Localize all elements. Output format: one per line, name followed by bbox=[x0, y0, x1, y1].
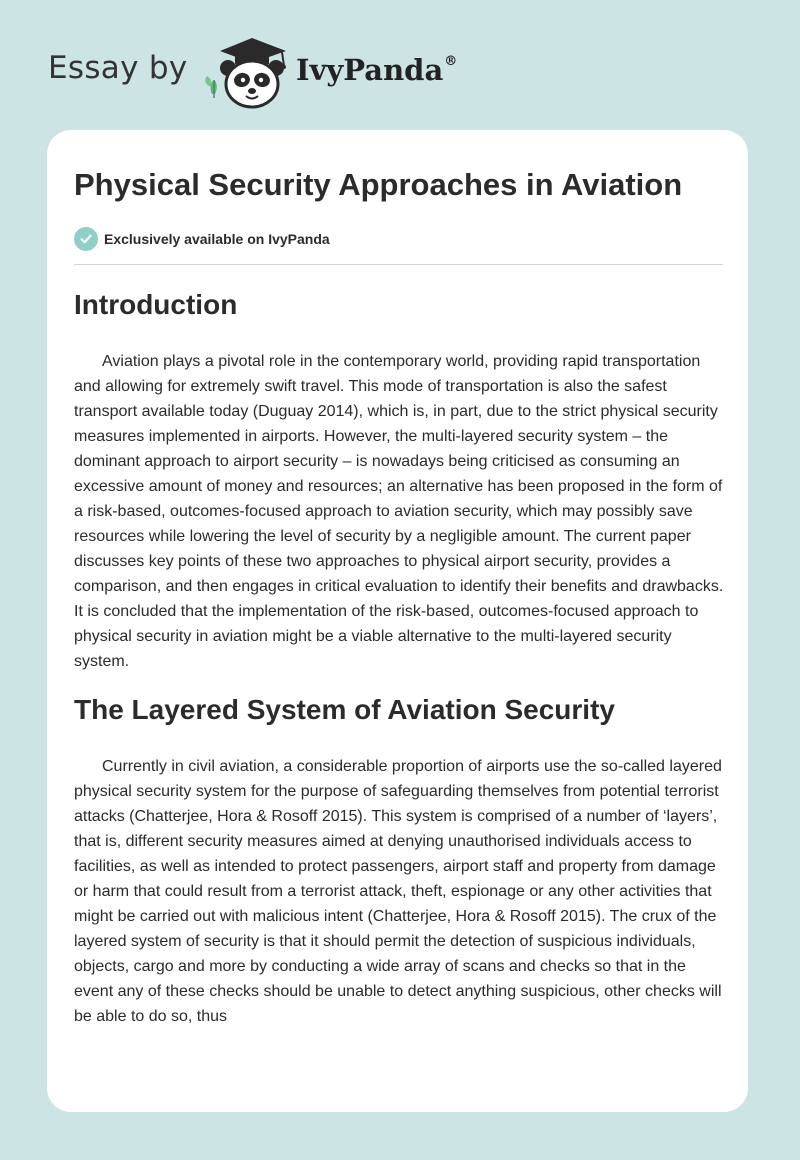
divider bbox=[74, 264, 723, 265]
ivypanda-wordmark[interactable] bbox=[296, 53, 457, 87]
site-header bbox=[0, 0, 800, 130]
section-heading-layered-system: The Layered System of Aviation Security bbox=[74, 694, 615, 725]
essay-card bbox=[47, 130, 748, 1112]
essay-by-label: Essay by bbox=[48, 50, 188, 86]
registered-mark: ® bbox=[444, 54, 458, 70]
section-heading-introduction: Introduction bbox=[74, 289, 238, 320]
essay-title: Physical Security Approaches in Aviation bbox=[74, 167, 683, 202]
exclusive-notice bbox=[74, 226, 724, 252]
brand-name: IvyPanda bbox=[296, 53, 444, 87]
paragraph-layered-system: Currently in civil aviation, a considerable proportion of airports use the so-called layered physical security system for the purpose of safeguarding themselves from potential terrorist attacks (Chatterjee, Hora & Rosoff 2015). This system is comprised of a number of ‘layers’, that is, different security measures aimed at denying unauthorised individuals access to facilities, as well as intended to protect passengers, airport staff and property from damage or harm that could result from a terrorist attack, theft, espionage or any other activities that might be carried out with malicious intent (Chatterjee, Hora & Rosoff 2015). The crux of the layered system of security is that it should permit the detection of suspicious individuals, objects, cargo and more by conducting a wide array of scans and checks so that in the event any of these checks should be unable to detect anything suspicious, other checks will be able to do so, thus bbox=[74, 758, 722, 1025]
essay-content bbox=[74, 164, 724, 1029]
panda-logo-icon[interactable] bbox=[200, 34, 292, 110]
paragraph-introduction: Aviation plays a pivotal role in the contemporary world, providing rapid transportation and allowing for extremely swift travel. This mode of transportation is also the safest transport available today (Duguay 2014), which is, in part, due to the strict physical security measures implemented in airports. However, the multi-layered security system – the dominant approach to airport security – is nowadays being criticised as consuming an excessive amount of money and resources; an alternative has been proposed in the form of a risk-based, outcomes-focused approach to aviation security, which may possibly save resources while lowering the level of security by a negligible amount. The current paper discusses key points of these two approaches to physical airport security, provides a comparison, and then engages in critical evaluation to identify their benefits and drawbacks. It is concluded that the implementation of the risk-based, outcomes-focused approach to physical security in aviation might be a viable alternative to the multi-layered security system. bbox=[74, 353, 724, 670]
check-icon bbox=[74, 227, 98, 251]
exclusive-label: Exclusively available on IvyPanda bbox=[104, 231, 330, 247]
